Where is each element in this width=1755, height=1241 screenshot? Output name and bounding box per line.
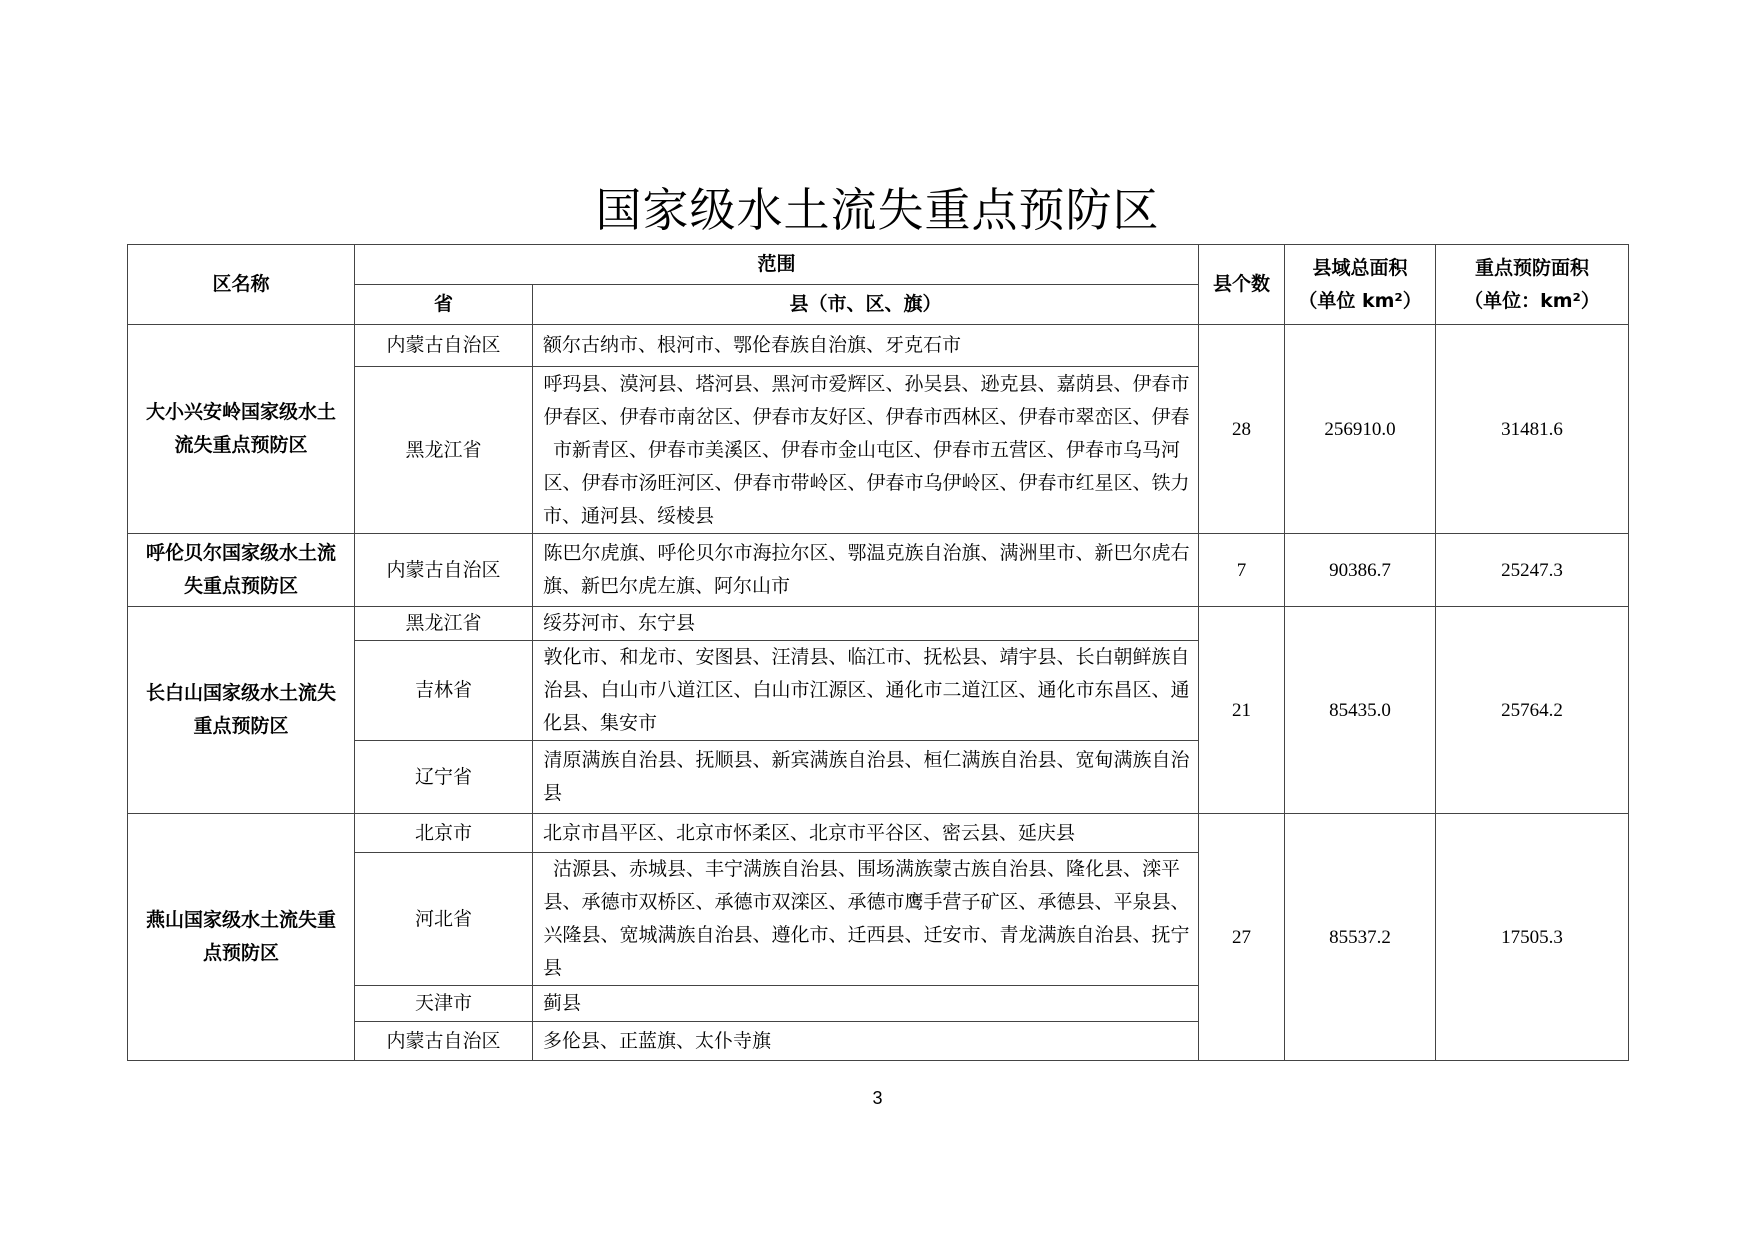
header-total-area-line1: 县域总面积 [1312,256,1408,279]
page-number: 3 [872,1088,883,1108]
province-cell: 河北省 [355,853,533,986]
table-row [128,814,1629,853]
counties-cell: 多伦县、正蓝旗、太仆寺旗 [533,1022,1199,1061]
province-cell: 内蒙古自治区 [355,1022,533,1061]
province-cell: 黑龙江省 [355,367,533,534]
prevention-area: 25764.2 [1436,607,1629,814]
province-cell: 黑龙江省 [355,607,533,641]
prevention-zone-table [127,244,1629,1061]
county-count: 28 [1199,325,1285,534]
header-prevention-area-line1: 重点预防面积 [1475,256,1590,279]
counties-cell: 清原满族自治县、抚顺县、新宾满族自治县、桓仁满族自治县、宽甸满族自治县 [533,741,1199,814]
region-name: 燕山国家级水土流失重点预防区 [128,814,355,1061]
county-count: 7 [1199,534,1285,607]
header-province: 省 [355,285,533,325]
province-cell: 内蒙古自治区 [355,325,533,367]
header-county-count: 县个数 [1199,245,1285,325]
prevention-area: 31481.6 [1436,325,1629,534]
header-total-area-line2: （单位 km²） [1298,289,1422,312]
counties-cell: 北京市昌平区、北京市怀柔区、北京市平谷区、密云县、延庆县 [533,814,1199,853]
counties-cell: 蓟县 [533,986,1199,1022]
total-area: 85537.2 [1285,814,1436,1061]
header-scope: 范围 [355,245,1199,285]
province-cell: 辽宁省 [355,741,533,814]
counties-cell: 敦化市、和龙市、安图县、汪清县、临江市、抚松县、靖宇县、长白朝鲜族自治县、白山市八道江区、白山市江源区、通化市二道江区、通化市东昌区、通化县、集安市 [533,641,1199,741]
counties-cell: 呼玛县、漠河县、塔河县、黑河市爱辉区、孙吴县、逊克县、嘉荫县、伊春市伊春区、伊春市南岔区、伊春市友好区、伊春市西林区、伊春市翠峦区、伊春市新青区、伊春市美溪区、伊春市金山屯区、伊春市五营区、伊春市乌马河区、伊春市汤旺河区、伊春市带岭区、伊春市乌伊岭区、伊春市红星区、铁力市、通河县、绥棱县 [533,367,1199,534]
region-name: 长白山国家级水土流失重点预防区 [128,607,355,814]
counties-cell: 沽源县、赤城县、丰宁满族自治县、围场满族蒙古族自治县、隆化县、滦平县、承德市双桥区、承德市双滦区、承德市鹰手营子矿区、承德县、平泉县、兴隆县、宽城满族自治县、遵化市、迁西县、迁安市、青龙满族自治县、抚宁县 [533,853,1199,986]
total-area: 90386.7 [1285,534,1436,607]
region-name: 大小兴安岭国家级水土流失重点预防区 [128,325,355,534]
region-name: 呼伦贝尔国家级水土流失重点预防区 [128,534,355,607]
province-cell: 北京市 [355,814,533,853]
header-prevention-area-line2: （单位：km²） [1464,289,1600,312]
county-count: 21 [1199,607,1285,814]
total-area: 85435.0 [1285,607,1436,814]
province-cell: 内蒙古自治区 [355,534,533,607]
header-region-name: 区名称 [128,245,355,325]
table-row [128,607,1629,641]
table-row [128,534,1629,607]
header-total-area [1285,245,1436,325]
prevention-area: 17505.3 [1436,814,1629,1061]
counties-cell: 陈巴尔虎旗、呼伦贝尔市海拉尔区、鄂温克族自治旗、满洲里市、新巴尔虎右旗、新巴尔虎左旗、阿尔山市 [533,534,1199,607]
counties-cell: 额尔古纳市、根河市、鄂伦春族自治旗、牙克石市 [533,325,1199,367]
header-county: 县（市、区、旗） [533,285,1199,325]
table-row [128,325,1629,367]
province-cell: 吉林省 [355,641,533,741]
total-area: 256910.0 [1285,325,1436,534]
page-title: 国家级水土流失重点预防区 [595,183,1160,237]
counties-cell: 绥芬河市、东宁县 [533,607,1199,641]
county-count: 27 [1199,814,1285,1061]
province-cell: 天津市 [355,986,533,1022]
prevention-area: 25247.3 [1436,534,1629,607]
header-prevention-area [1436,245,1629,325]
